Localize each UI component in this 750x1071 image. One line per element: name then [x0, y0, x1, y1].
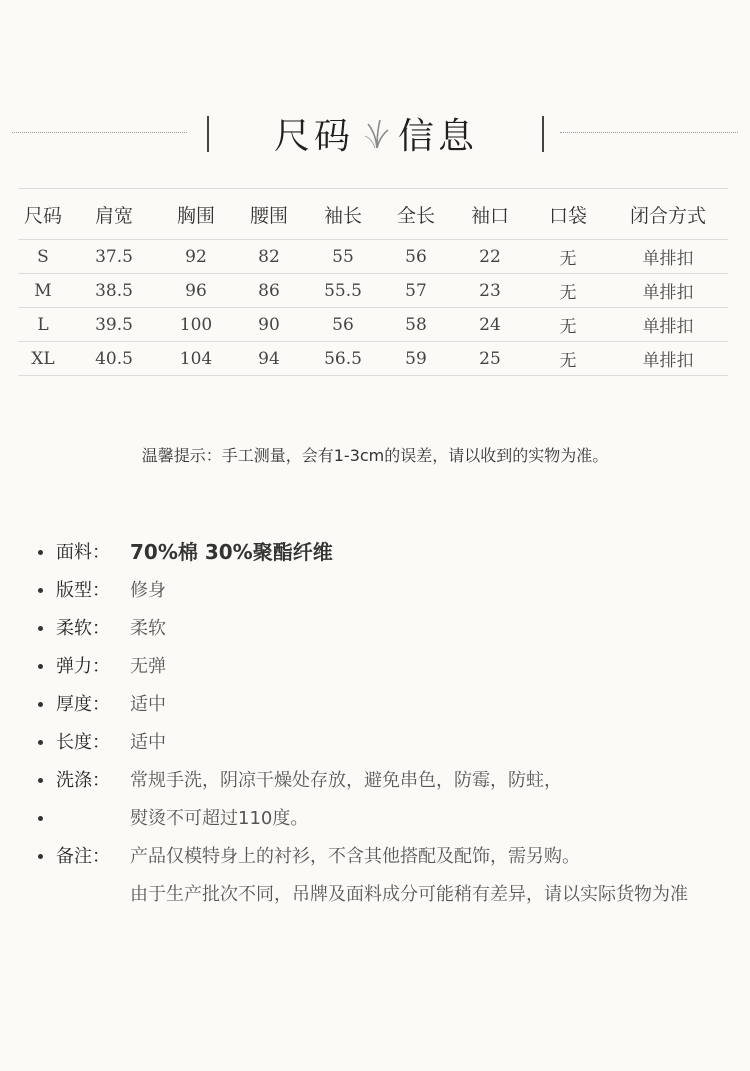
table-cell: 23 — [452, 274, 528, 308]
bullet-icon — [38, 626, 43, 631]
spec-value: 无弹 — [130, 656, 166, 677]
table-cell: S — [18, 240, 68, 274]
table-cell: 无 — [528, 342, 608, 376]
title-part-1: 尺码 — [274, 116, 355, 157]
column-header: 胸围 — [160, 189, 232, 240]
bullet-icon — [38, 664, 43, 669]
column-header: 尺码 — [18, 189, 68, 240]
measurement-tip: 温馨提示：手工测量，会有1-3cm的误差，请以收到的实物为准。 — [141, 446, 609, 465]
table-cell: 90 — [232, 308, 306, 342]
bullet-icon — [38, 816, 43, 821]
spec-label: 厚度： — [56, 694, 110, 715]
table-cell: 86 — [232, 274, 306, 308]
column-header: 口袋 — [528, 189, 608, 240]
bullet-icon — [38, 778, 43, 783]
bullet-icon — [38, 702, 43, 707]
spec-length — [38, 726, 748, 764]
spec-value: 适中 — [130, 694, 166, 715]
table-cell: 39.5 — [68, 308, 160, 342]
table-cell: 24 — [452, 308, 528, 342]
spec-notes-continued — [38, 878, 748, 916]
table-cell: 56 — [306, 308, 380, 342]
spec-label: 面料： — [56, 542, 110, 563]
spec-value: 熨烫不可超过110度。 — [130, 808, 309, 829]
spec-value: 常规手洗，阴凉干燥处存放，避免串色，防霉，防蛀， — [130, 770, 562, 791]
table-cell: 94 — [232, 342, 306, 376]
grass-leaf-icon — [364, 118, 390, 150]
table-cell: 56.5 — [306, 342, 380, 376]
column-header: 袖口 — [452, 189, 528, 240]
spec-value: 70%棉 30%聚酯纤维 — [130, 540, 333, 564]
bullet-icon — [38, 740, 43, 745]
spec-value: 适中 — [130, 732, 166, 753]
table-cell: 单排扣 — [608, 308, 728, 342]
spec-fit — [38, 574, 748, 612]
table-cell: 单排扣 — [608, 240, 728, 274]
table-cell: 59 — [380, 342, 452, 376]
spec-label: 备注： — [56, 846, 110, 867]
table-cell: 57 — [380, 274, 452, 308]
table-cell: 58 — [380, 308, 452, 342]
spec-washing — [38, 764, 748, 802]
column-header: 袖长 — [306, 189, 380, 240]
table-cell: 55.5 — [306, 274, 380, 308]
spec-label: 版型： — [56, 580, 110, 601]
table-cell: M — [18, 274, 68, 308]
column-header: 肩宽 — [68, 189, 160, 240]
table-cell: 92 — [160, 240, 232, 274]
table-cell: 37.5 — [68, 240, 160, 274]
vertical-bar-left — [207, 116, 209, 152]
table-cell: 104 — [160, 342, 232, 376]
table-cell: 40.5 — [68, 342, 160, 376]
bullet-icon — [38, 588, 43, 593]
spec-washing-continued — [38, 802, 748, 840]
spec-value: 产品仅模特身上的衬衫，不含其他搭配及配饰，需另购。 — [130, 846, 580, 867]
spec-value: 修身 — [130, 580, 166, 601]
column-header: 腰围 — [232, 189, 306, 240]
table-cell: 无 — [528, 308, 608, 342]
table-cell: 25 — [452, 342, 528, 376]
spec-label: 弹力： — [56, 656, 110, 677]
size-table — [18, 188, 728, 376]
table-cell: 无 — [528, 240, 608, 274]
vertical-bar-right — [542, 116, 544, 152]
table-row — [18, 308, 728, 342]
table-cell: 55 — [306, 240, 380, 274]
table-cell: 56 — [380, 240, 452, 274]
section-header — [0, 108, 750, 158]
dotted-divider-right — [560, 132, 738, 133]
table-cell: 无 — [528, 274, 608, 308]
table-cell: L — [18, 308, 68, 342]
column-header: 闭合方式 — [608, 189, 728, 240]
column-header: 全长 — [380, 189, 452, 240]
spec-notes — [38, 840, 748, 878]
spec-list — [38, 536, 748, 916]
table-cell: 96 — [160, 274, 232, 308]
spec-label: 长度： — [56, 732, 110, 753]
bullet-icon — [38, 854, 43, 859]
table-cell: 单排扣 — [608, 274, 728, 308]
spec-elasticity — [38, 650, 748, 688]
table-header-row — [18, 189, 728, 240]
table-row — [18, 342, 728, 376]
title-part-2: 信息 — [398, 116, 479, 157]
spec-value: 柔软 — [130, 618, 166, 639]
spec-softness — [38, 612, 748, 650]
bullet-icon — [38, 550, 43, 555]
table-cell: 100 — [160, 308, 232, 342]
table-row — [18, 274, 728, 308]
spec-label: 柔软： — [56, 618, 110, 639]
table-cell: 38.5 — [68, 274, 160, 308]
spec-label: 洗涤： — [56, 770, 110, 791]
spec-thickness — [38, 688, 748, 726]
table-cell: 22 — [452, 240, 528, 274]
spec-fabric — [38, 536, 748, 574]
table-row — [18, 240, 728, 274]
table-cell: XL — [18, 342, 68, 376]
table-cell: 单排扣 — [608, 342, 728, 376]
spec-value: 由于生产批次不同，吊牌及面料成分可能稍有差异，请以实际货物为准 — [130, 884, 688, 905]
table-cell: 82 — [232, 240, 306, 274]
dotted-divider-left — [12, 132, 187, 133]
